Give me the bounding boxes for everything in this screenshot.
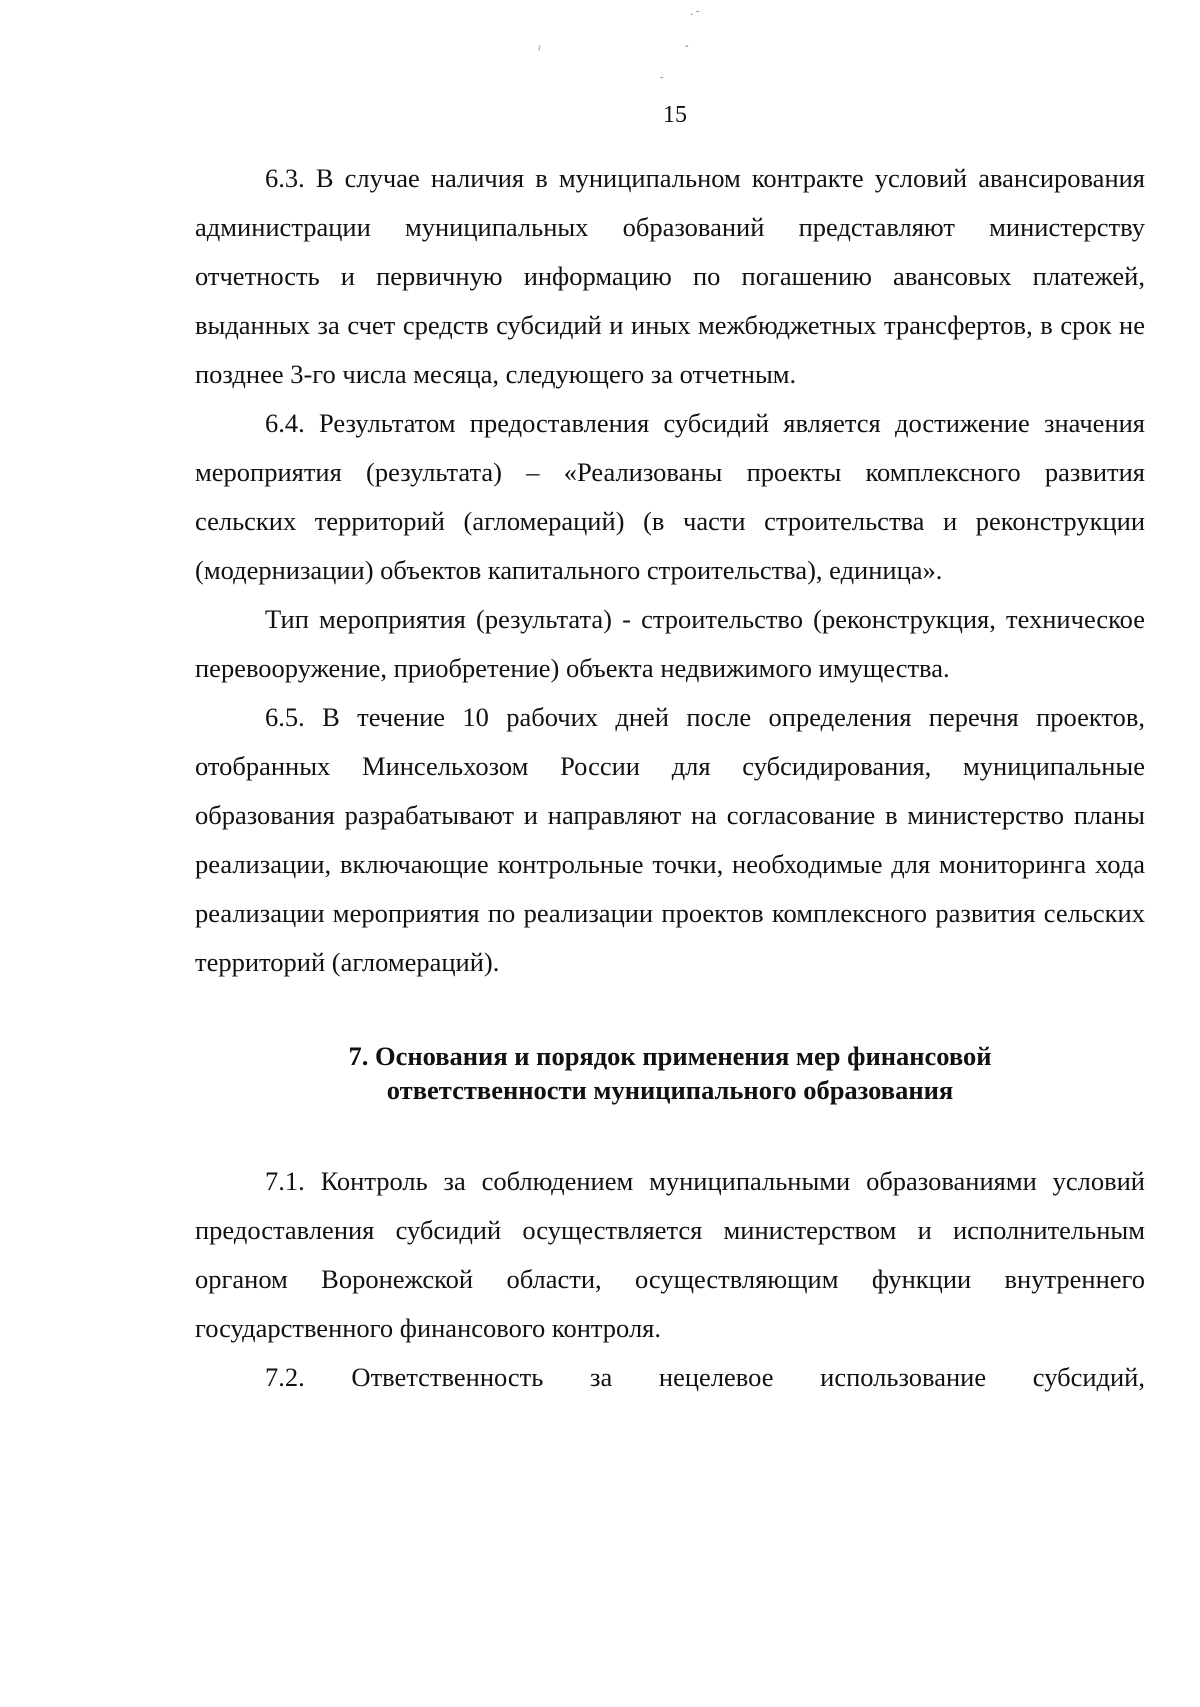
paragraph-6-3: 6.3. В случае наличия в муниципальном контракте условий авансирования администрации муниципальных образований представляют министерству отчетность и первичную информацию по погашению авансовых платежей, выданных за счет средств субсидий и иных межбюджетных трансфертов, в срок не позднее 3-го числа месяца, следующего за отчетным. xyxy=(195,163,1145,389)
paragraph-7-1: 7.1. Контроль за соблюдением муниципальными образованиями условий предоставления субсидий осуществляется министерством и исполнительным органом Воронежской области, осуществляющим функции внутреннего государственного финансового контроля. xyxy=(195,1166,1145,1343)
section-heading-line-1: 7. Основания и порядок применения мер финансовой xyxy=(348,1041,992,1071)
section-heading xyxy=(195,1039,1145,1107)
page-number: 15 xyxy=(663,102,687,128)
document-page: · ˜ ˀ ˆ ˜ 15 6.3. В случае наличия в муниципальном контракте условий авансирования администрации муниципальных образований представляют министерству отчетность и первичную информацию по погашению авансовых платежей, выданных за счет средств субсидий и иных межбюджетных трансфертов, в срок не позднее 3-го числа месяца, следующего за отчетным. 6.4. Результатом предоставления субсидий является достижение значения мероприятия (результата) – «Реализованы проекты комплексного развития сельских территорий (агломераций) (в части строительства и реконструкции (модернизации) объектов капитального строительства), единица». Тип мероприятия (результата) - строительство (реконструкция, техническое перевооружение, приобретение) объекта недвижимого имущества. 6.5. В течение 10 рабочих дней после определения перечня проектов, отобранных Минсельхозом России для субсидирования, муниципальные образования разрабатывают и направляют на согласование в министерство планы реализации, включающие контрольные точки, необходимые для мониторинга хода реализации мероприятия по реализации проектов комплексного развития сельских территорий (агломераций). 7. Основания и порядок применения мер финансовой ответственности муниципального образования 7.1. Контроль за соблюдением муниципальными образованиями условий предоставления субсидий осуществляется министерством и исполнительным органом Воронежской области, осуществляющим функции внутреннего государственного финансового контроля. 7.2. Ответственность за нецелевое использование субсидий, xyxy=(0,0,1200,1707)
paragraph-6-4: 6.4. Результатом предоставления субсидий является достижение значения мероприятия (результата) – «Реализованы проекты комплексного развития сельских территорий (агломераций) (в части строительства и реконструкции (модернизации) объектов капитального строительства), единица». xyxy=(195,408,1145,585)
document-body xyxy=(195,154,1145,1402)
paragraph-6-5: 6.5. В течение 10 рабочих дней после определения перечня проектов, отобранных Минсельхозом России для субсидирования, муниципальные образования разрабатывают и направляют на согласование в министерство планы реализации, включающие контрольные точки, необходимые для мониторинга хода реализации мероприятия по реализации проектов комплексного развития сельских территорий (агломераций). xyxy=(195,702,1145,977)
section-heading-line-2: ответственности муниципального образования xyxy=(386,1075,954,1105)
paragraph-7-2: 7.2. Ответственность за нецелевое использование субсидий, xyxy=(265,1362,1145,1392)
paragraph-result-type: Тип мероприятия (результата) - строительство (реконструкция, техническое перевооружение, приобретение) объекта недвижимого имущества. xyxy=(195,604,1145,683)
